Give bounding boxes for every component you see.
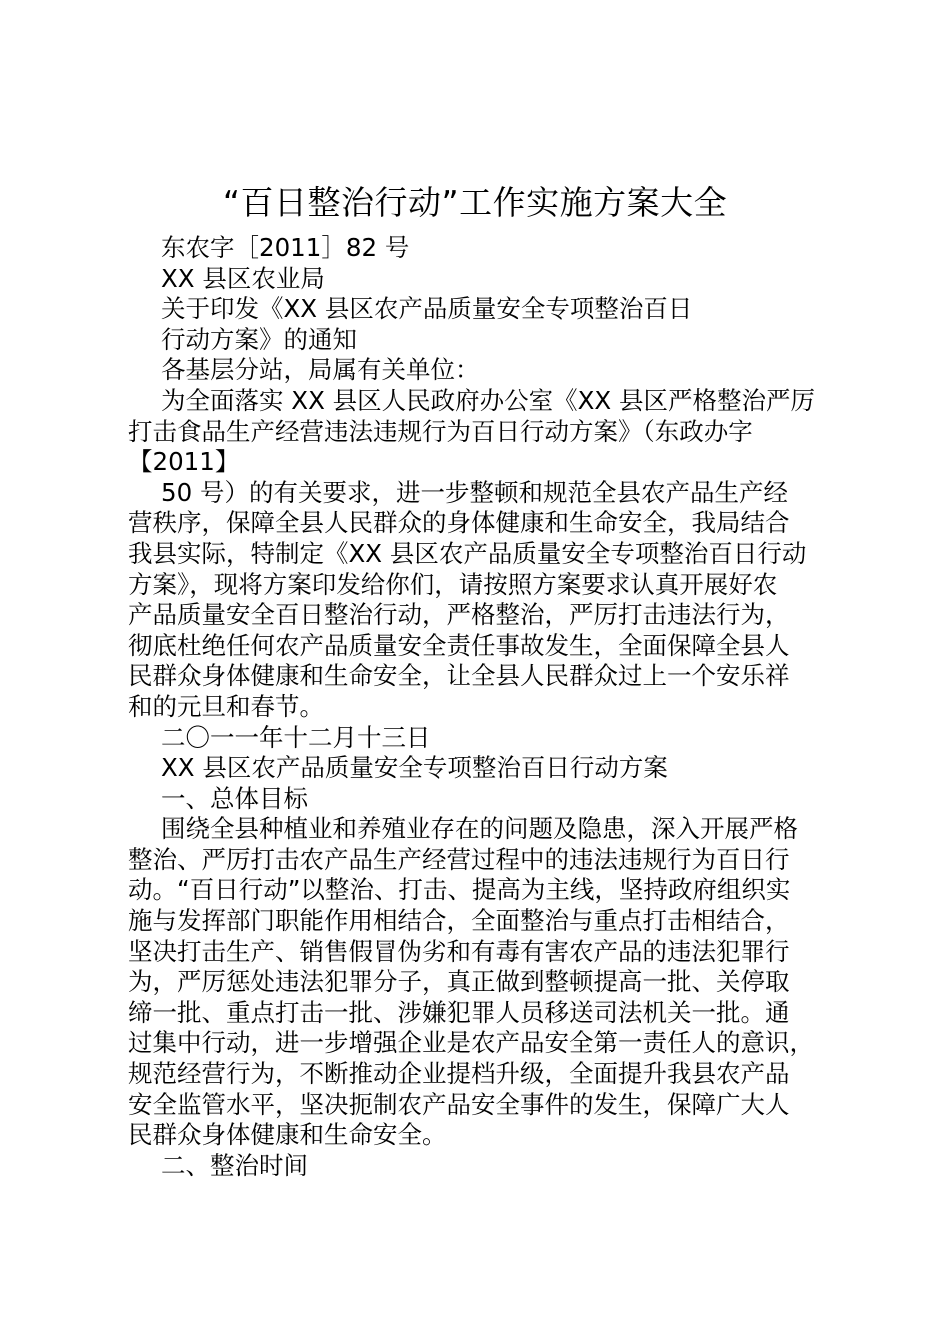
text-line: XX 县区农产品质量安全专项整治百日行动方案 <box>161 753 668 783</box>
text-line: 安全监管水平，坚决扼制农产品安全事件的发生，保障广大人 <box>128 1089 790 1119</box>
text-line: 和的元旦和春节。 <box>128 691 324 721</box>
document-title: “百日整治行动”工作实施方案大全 <box>222 183 728 222</box>
text-line: 彻底杜绝任何农产品质量安全责任事故发生，全面保障全县人 <box>128 630 790 660</box>
text-line: 二〇一一年十二月十三日 <box>161 722 431 752</box>
text-line: 施与发挥部门职能作用相结合，全面整治与重点打击相结合， <box>128 906 790 936</box>
text-line: 方案》，现将方案印发给你们，请按照方案要求认真开展好农 <box>128 569 778 599</box>
text-line: 营秩序，保障全县人民群众的身体健康和生命安全，我局结合 <box>128 508 790 538</box>
text-line: 行动方案》的通知 <box>161 324 357 354</box>
text-line: 二、整治时间 <box>161 1150 308 1180</box>
text-line: 民群众身体健康和生命安全。 <box>128 1120 447 1150</box>
text-line: 动。“百日行动”以整治、打击、提高为主线，坚持政府组织实 <box>128 875 791 905</box>
text-line: 为全面落实 XX 县区人民政府办公室《XX 县区严格整治严厉 <box>161 385 815 415</box>
text-line: 为，严厉惩处违法犯罪分子，真正做到整顿提高一批、关停取 <box>128 967 790 997</box>
text-line: XX 县区农业局 <box>161 263 325 293</box>
text-line: 关于印发《XX 县区农产品质量安全专项整治百日 <box>161 294 693 324</box>
text-line: 规范经营行为，不断推动企业提档升级，全面提升我县农产品 <box>128 1059 790 1089</box>
text-line: 东农字［2011］82 号 <box>161 233 410 262</box>
text-line: 各基层分站，局属有关单位： <box>161 355 480 385</box>
text-line: 50 号）的有关要求，进一步整顿和规范全县农产品生产经 <box>161 477 788 507</box>
document-body <box>128 233 828 1181</box>
text-line: 整治、严厉打击农产品生产经营过程中的违法违规行为百日行 <box>128 844 790 874</box>
text-line: 过集中行动，进一步增强企业是农产品安全第一责任人的意识， <box>128 1028 814 1058</box>
text-line: 坚决打击生产、销售假冒伪劣和有毒有害农产品的违法犯罪行 <box>128 936 790 966</box>
text-line: 我县实际，特制定《XX 县区农产品质量安全专项整治百日行动 <box>128 538 807 568</box>
text-line: 【2011】 <box>128 447 240 477</box>
text-line: 产品质量安全百日整治行动，严格整治，严厉打击违法行为， <box>128 600 790 630</box>
text-line: 一、总体目标 <box>161 783 308 813</box>
text-line: 围绕全县种植业和养殖业存在的问题及隐患，深入开展严格 <box>161 814 798 844</box>
text-line: 打击食品生产经营违法违规行为百日行动方案》（东政办字 <box>128 416 753 446</box>
text-line: 民群众身体健康和生命安全，让全县人民群众过上一个安乐祥 <box>128 661 790 691</box>
text-line: 缔一批、重点打击一批、涉嫌犯罪人员移送司法机关一批。通 <box>128 997 790 1027</box>
